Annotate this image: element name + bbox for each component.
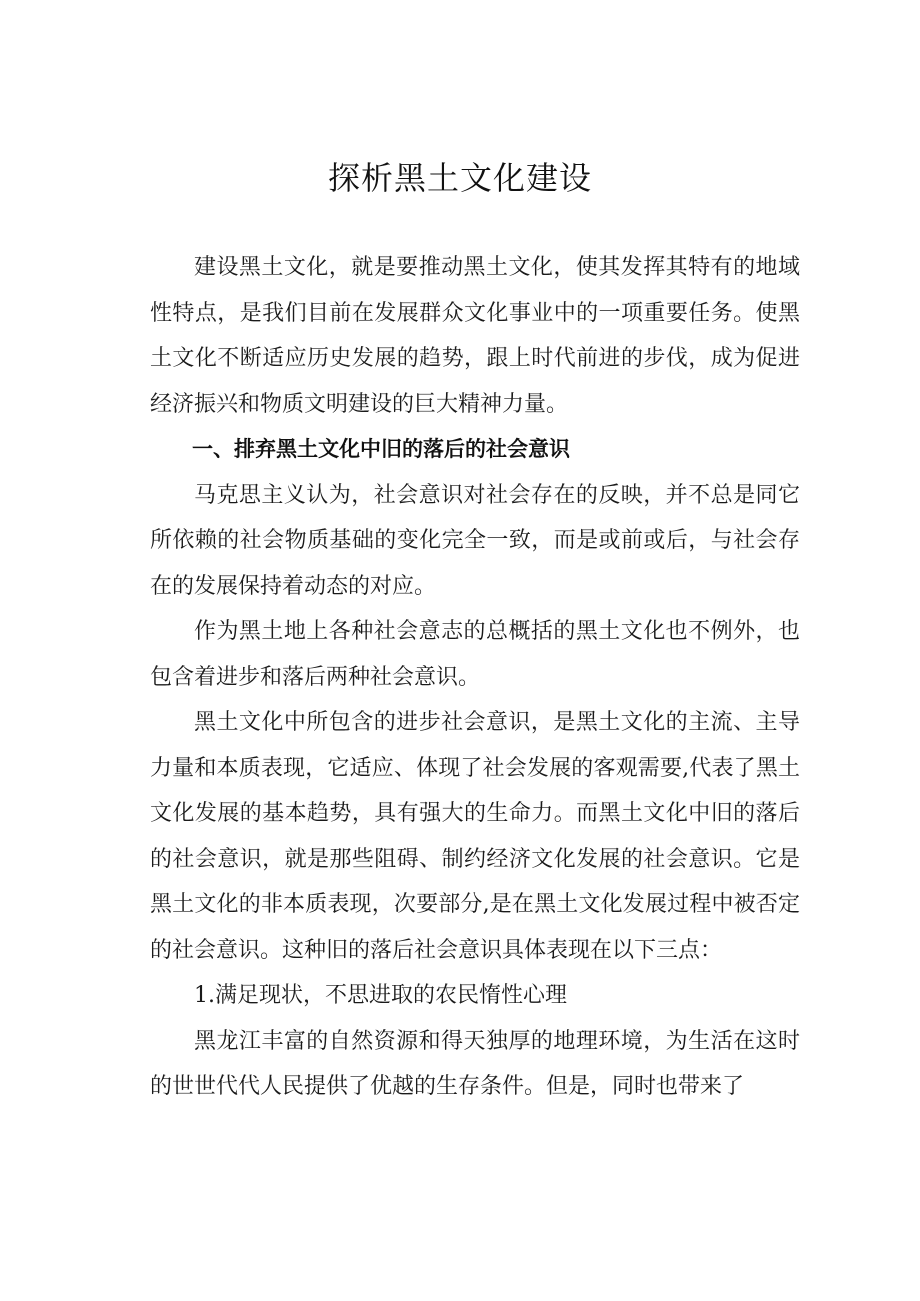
paragraph-progressive-backward: 黑土文化中所包含的进步社会意识，是黑土文化的主流、主导力量和本质表现，它适应、体现了社会发展的客观需要,代表了黑土文化发展的基本趋势，具有强大的生命力。而黑土文化中旧的落后的社会意识，就是那些阻碍、制约经济文化发展的社会意识。它是黑土文化的非本质表现，次要部分,是在黑土文化发展过程中被否定的社会意识。这种旧的落后社会意识具体表现在以下三点： [150,710,800,963]
paragraph-two-consciousness: 作为黑土地上各种社会意志的总概括的黑土文化也不例外，也包含着进步和落后两种社会意识。 [150,619,800,690]
subheading-1: 1.满足现状，不思进取的农民惰性心理 [194,983,567,1008]
page-title: 探析黑土文化建设 [327,159,592,197]
document-body [150,245,800,1110]
paragraph-marxism: 马克思主义认为，社会意识对社会存在的反映，并不总是同它所依赖的社会物质基础的变化完全一致，而是或前或后，与社会存在的发展保持着动态的对应。 [150,482,800,599]
intro-paragraph: 建设黑土文化，就是要推动黑土文化，使其发挥其特有的地域性特点，是我们目前在发展群众文化事业中的一项重要任务。使黑土文化不断适应历史发展的趋势，跟上时代前进的步伐，成为促进经济振兴和物质文明建设的巨大精神力量。 [150,255,800,417]
paragraph-heilongjiang: 黑龙江丰富的自然资源和得天独厚的地理环境，为生活在这时的世世代代人民提供了优越的生存条件。但是，同时也带来了 [150,1028,800,1099]
section-heading-1: 一、排弃黑土文化中旧的落后的社会意识 [192,437,570,461]
